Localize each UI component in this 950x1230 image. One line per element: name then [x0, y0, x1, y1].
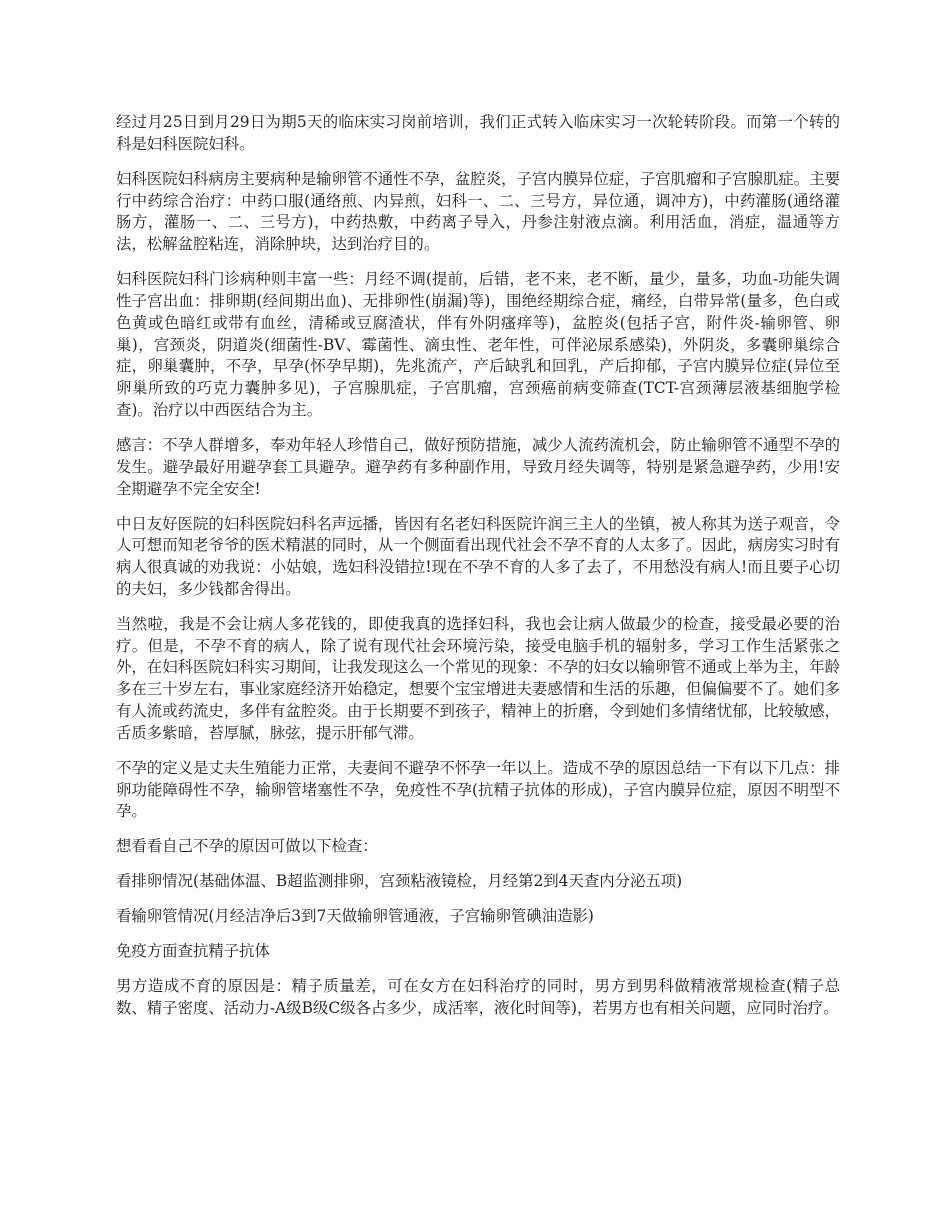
- paragraph-exam-immune: 免疫方面查抗精子抗体: [116, 942, 270, 961]
- paragraph-ward-diseases: 妇科医院妇科病房主要病种是输卵管不通性不孕，盆腔炎，子宫内膜异位症，子宫肌瘤和子宫腺肌症。主要行中药综合治疗：中药口服(通络煎、内异煎，妇科一、二、三号方，异位通，调冲方)，中药灌肠(通络灌肠方，灌肠一、二、三号方)，中药热敷，中药离子导入，丹参注射液点滴。利用活血，消症，温通等方法，松解盆腔粘连，消除肿块，达到治疗目的。: [116, 169, 840, 254]
- paragraph-infertility-definition: 不孕的定义是丈夫生殖能力正常，夫妻间不避孕不怀孕一年以上。造成不孕的原因总结一下有以下几点：排卵功能障碍性不孕，输卵管堵塞性不孕，免疫性不孕(抗精子抗体的形成)，子宫内膜异位症，原因不明型不孕。: [116, 758, 840, 821]
- paragraph-observation: 当然啦，我是不会让病人多花钱的，即使我真的选择妇科，我也会让病人做最少的检查，接受最必要的治疗。但是，不孕不育的病人，除了说有现代社会环境污染，接受电脑手机的辐射多，学习工作生活紧张之外，在妇科医院妇科实习期间，让我发现这么一个常见的现象：不孕的妇女以输卵管不通或上举为主，年龄多在三十岁左右，事业家庭经济开始稳定，想要个宝宝增进夫妻感情和生活的乐趣，但偏偏要不了。她们多有人流或药流史，多伴有盆腔炎。由于长期要不到孩子，精神上的折磨，令到她们多情绪忧郁，比较敏感，舌质多紫暗，苔厚腻，脉弦，提示肝郁气滞。: [116, 614, 840, 742]
- paragraph-exam-ovulation: 看排卵情况(基础体温、B超监测排卵，宫颈粘液镜检，月经第2到4天查内分泌五项): [116, 872, 683, 891]
- paragraph-male-factor: 男方造成不育的原因是：精子质量差，可在女方在妇科治疗的同时，男方到男科做精液常规检查(精子总数、精子密度、活动力-A级B级C级各占多少，成活率，液化时间等)，若男方也有相关问题，应同时治疗。: [116, 977, 840, 1018]
- paragraph-hospital-reputation: 中日友好医院的妇科医院妇科名声远播，皆因有名老妇科医院许润三主人的坐镇，被人称其为送子观音，令人可想而知老爷爷的医术精湛的同时，从一个侧面看出现代社会不孕不育的人太多了。因此，病房实习时有病人很真诚的劝我说：小姑娘，选妇科没错拉!现在不孕不育的人多了去了，不用愁没有病人!而且要子心切的夫妇，多少钱都舍得出。: [116, 514, 840, 598]
- paragraph-clinic-diseases: 妇科医院妇科门诊病种则丰富一些：月经不调(提前，后错，老不来，老不断，量少，量多，功血-功能失调性子宫出血：排卵期(经间期出血)、无排卵性(崩漏)等)，围绝经期综合症，痛经，白带异常(量多，色白或色黄或色暗红或带有血丝，清稀或豆腐渣状，伴有外阴瘙痒等)，盆腔炎(包括子宫，附件炎-输卵管、卵巢)，宫颈炎，阴道炎(细菌性-BV、霉菌性、滴虫性、老年性，可伴泌尿系感染)，外阴炎，多囊卵巢综合症，卵巢囊肿，不孕，早孕(怀孕早期)，先兆流产，产后缺乳和回乳，产后抑郁，子宫内膜异位症(异位至卵巢所致的巧克力囊肿多见)，子宫腺肌症，子宫肌瘤，宫颈癌前病变筛查(TCT-宫颈薄层液基细胞学检查)。治疗以中西医结合为主。: [116, 270, 840, 419]
- paragraph-intro: 经过月25日到月29日为期5天的临床实习岗前培训，我们正式转入临床实习一次轮转阶段。而第一个转的科是妇科医院妇科。: [116, 113, 840, 153]
- paragraph-exam-intro: 想看看自己不孕的原因可做以下检查：: [116, 837, 378, 856]
- paragraph-exam-fallopian: 看输卵管情况(月经洁净后3到7天做输卵管通液，子宫输卵管碘油造影): [116, 907, 594, 926]
- document-body: [116, 112, 840, 1033]
- paragraph-reflection: 感言：不孕人群增多，奉劝年轻人珍惜自己，做好预防措施，减少人流药流机会，防止输卵管不通型不孕的发生。避孕最好用避孕套工具避孕。避孕药有多种副作用，导致月经失调等，特别是紧急避孕药，少用!安全期避孕不完全安全!: [116, 435, 840, 498]
